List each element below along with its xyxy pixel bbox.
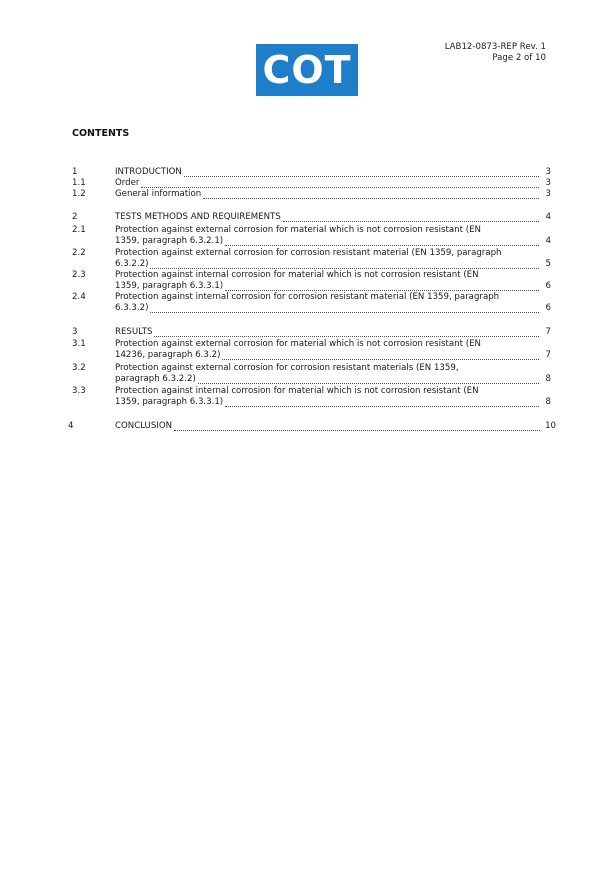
toc-entry-page: 5 (545, 259, 551, 269)
toc-entry-page: 3 (545, 178, 551, 188)
toc-entry-title: CONCLUSION (115, 421, 173, 431)
toc-entry-page: 7 (545, 350, 551, 360)
toc-entry-page: 10 (545, 421, 556, 431)
toc-entry-number: 2.4 (72, 292, 86, 302)
toc-entry-title: Order (115, 178, 140, 188)
document-reference (445, 42, 546, 64)
toc-entry-number: 4 (68, 421, 74, 431)
doc-ref-number: LAB12-0873-REP Rev. 1 (444, 42, 546, 52)
toc-entry-page: 4 (545, 236, 551, 246)
toc-entry-number: 1 (72, 167, 78, 177)
toc-entry-page: 3 (545, 189, 551, 199)
toc-entry-number: 3.2 (72, 363, 86, 373)
toc-entry-number: 2.2 (72, 248, 86, 258)
toc-entry-page: 4 (545, 212, 551, 222)
toc-entry-page: 8 (545, 374, 551, 384)
toc-entry-title-line2: 14236, paragraph 6.3.2) (115, 350, 221, 360)
toc-entry-number: 1.2 (72, 189, 86, 199)
toc-entry-number: 3.3 (72, 386, 86, 396)
toc-entry-number: 3 (72, 327, 78, 337)
toc-entry-title-line1: Protection against internal corrosion for corrosion resistant material (EN 1359, paragraph (115, 292, 500, 302)
toc-entry-title: RESULTS (115, 327, 153, 337)
toc-entry-number: 3.1 (72, 339, 86, 349)
toc-entry-title-line1: Protection against external corrosion for corrosion resistant material (EN 1359, paragraph (115, 248, 502, 258)
toc-entry-title-line2: 1359, paragraph 6.3.3.1) (115, 397, 224, 407)
toc-entry-page: 8 (545, 397, 551, 407)
toc-entry-title-line2: 6.3.2.2) (115, 259, 149, 269)
toc-entry-page: 3 (545, 167, 551, 177)
toc-entry-title-line1: Protection against external corrosion for material which is not corrosion resistant (EN (115, 225, 481, 235)
toc-entry-title-line1: Protection against internal corrosion for material which is not corrosion resistant (EN (115, 270, 479, 280)
logo-text: COT (262, 48, 352, 92)
contents-title: CONTENTS (72, 128, 130, 139)
toc-entry-number: 2.3 (72, 270, 86, 280)
toc-entry-title: General information (115, 189, 202, 199)
toc-entry-page: 6 (545, 281, 551, 291)
page-number: Page 2 of 10 (492, 53, 546, 63)
toc-entry-page: 7 (545, 327, 551, 337)
company-logo (256, 44, 358, 96)
toc-entry-title-line1: Protection against external corrosion for corrosion resistant materials (EN 1359, (115, 363, 459, 373)
toc-entry-title-line2: 6.3.3.2) (115, 303, 149, 313)
toc-entry-number: 2 (72, 212, 78, 222)
toc-entry-title-line2: 1359, paragraph 6.3.2.1) (115, 236, 224, 246)
toc-entry-title-line1: Protection against external corrosion for material which is not corrosion resistant (EN (115, 339, 481, 349)
toc-entry-title-line1: Protection against internal corrosion for material which is not corrosion resistant (EN (115, 386, 479, 396)
toc-entry-number: 1.1 (72, 178, 86, 188)
toc-entry-title: TESTS METHODS AND REQUIREMENTS (115, 212, 281, 222)
toc-entry-title: INTRODUCTION (115, 167, 182, 177)
toc-entry-page: 6 (545, 303, 551, 313)
toc-entry-number: 2.1 (72, 225, 86, 235)
toc-entry-title-line2: paragraph 6.3.2.2) (115, 374, 196, 384)
toc-entry-title-line2: 1359, paragraph 6.3.3.1) (115, 281, 224, 291)
